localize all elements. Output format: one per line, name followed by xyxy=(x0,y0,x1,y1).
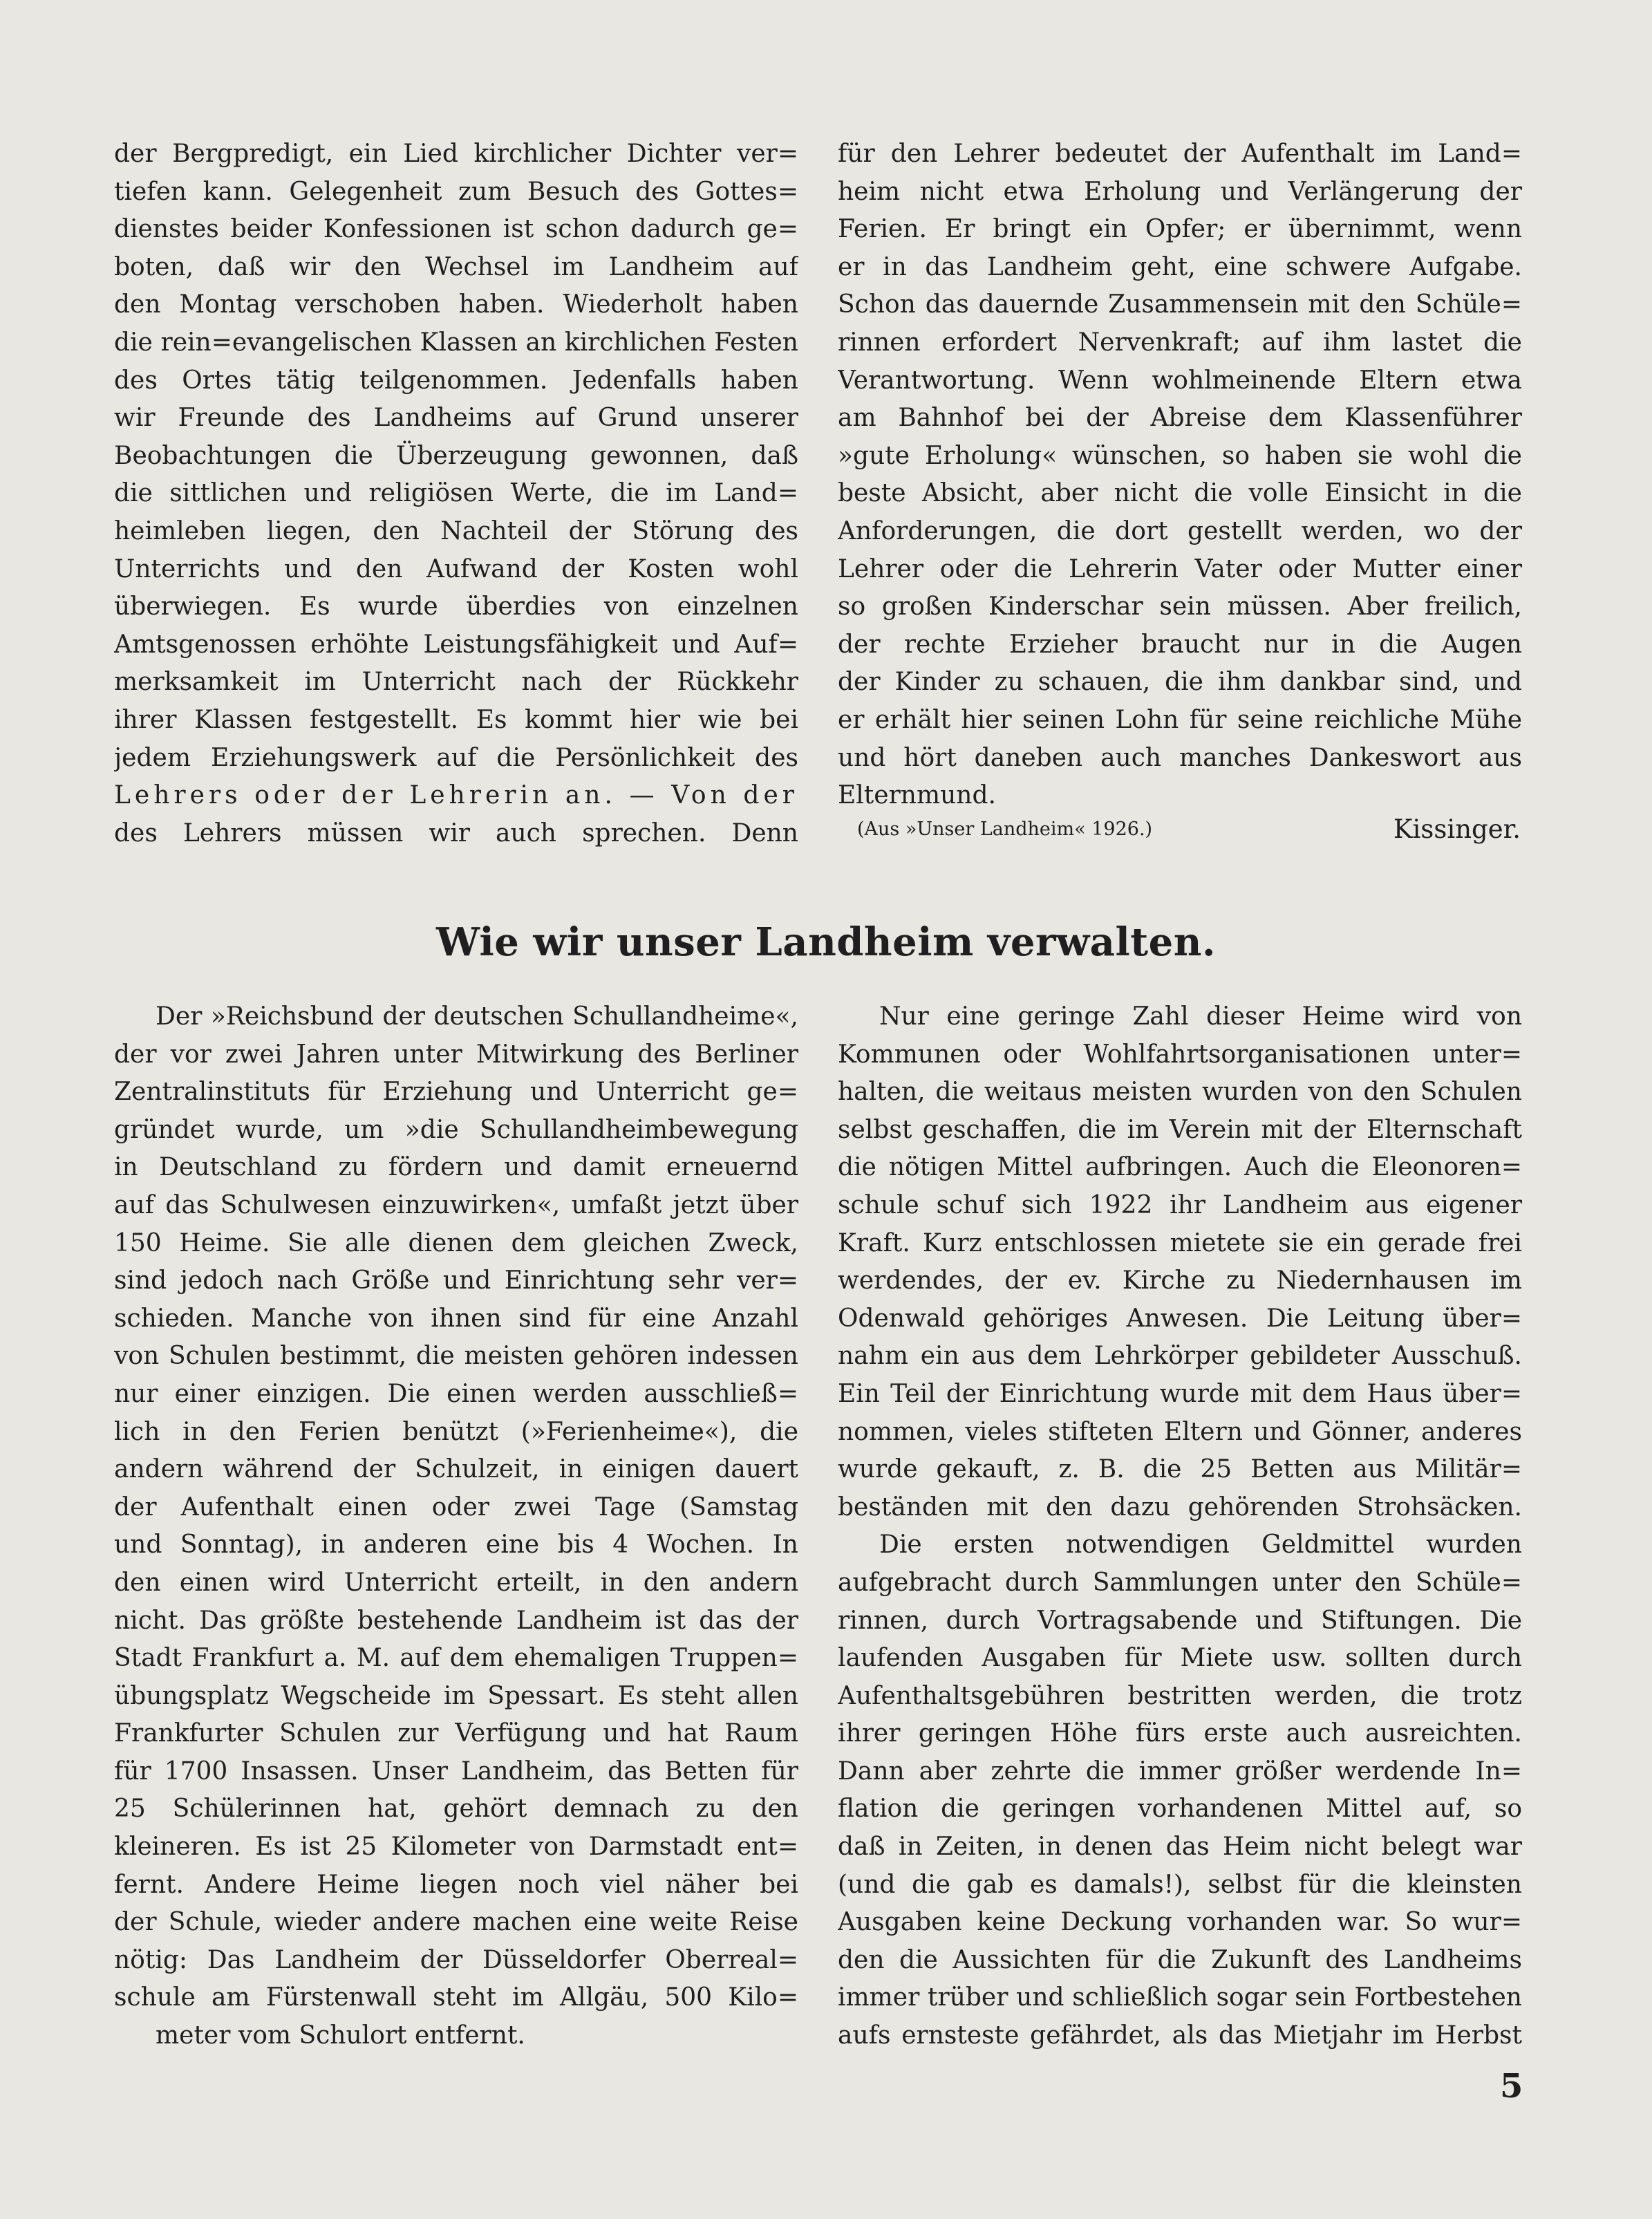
text-line: so großen Kinderschar sein müssen. Aber freilich, xyxy=(838,592,1522,621)
text-line: überwiegen. Es wurde überdies von einzelnen xyxy=(114,592,798,621)
text-line: jedem Erziehungswerk auf die Persönlichkeit des xyxy=(114,743,798,772)
text-line: Verantwortung. Wenn wohlmeinende Eltern etwa xyxy=(838,366,1522,395)
text-line: Kommunen oder Wohlfahrtsorganisationen unter= xyxy=(838,1040,1522,1069)
text-line: er erhält hier seinen Lohn für seine reichliche Mühe xyxy=(838,705,1522,734)
text-line: der Schule, wieder andere machen eine weite Reise xyxy=(114,1908,798,1937)
text-line: von Schulen bestimmt, die meisten gehören indessen xyxy=(114,1342,798,1371)
text-line: daß in Zeiten, in denen das Heim nicht belegt war xyxy=(838,1833,1522,1862)
text-line: Ein Teil der Einrichtung wurde mit dem Haus über= xyxy=(838,1379,1522,1408)
text-line: der Aufenthalt einen oder zwei Tage (Samstag xyxy=(114,1492,798,1522)
text-line: rinnen erfordert Nervenkraft; auf ihm lastet die xyxy=(838,328,1522,357)
text-line: die sittlichen und religiösen Werte, die im Land= xyxy=(114,479,798,508)
text-line: und hört daneben auch manches Dankeswort aus xyxy=(838,743,1522,772)
text-line: nicht. Das größte bestehende Landheim ist das der xyxy=(114,1606,798,1635)
text-line: Lehrer oder die Lehrerin Vater oder Mutter einer xyxy=(838,554,1522,583)
text-line: am Bahnhof bei der Abreise dem Klassenführer xyxy=(838,404,1522,433)
text-line: wurde gekauft, z. B. die 25 Betten aus Militär= xyxy=(838,1455,1522,1484)
text-line: kleineren. Es ist 25 Kilometer von Darmstadt ent= xyxy=(114,1833,798,1862)
text-line: der Kinder zu schauen, die ihm dankbar sind, und xyxy=(838,668,1522,697)
text-line: Ausgaben keine Deckung vorhanden war. So wur= xyxy=(838,1908,1522,1937)
source-note: (Aus »Unser Landheim« 1926.) xyxy=(857,818,1153,840)
text-line: nur einer einzigen. Die einen werden ausschließ= xyxy=(114,1379,798,1408)
text-line: des Ortes tätig teilgenommen. Jedenfalls haben xyxy=(114,366,798,395)
text-line: Frankfurter Schulen zur Verfügung und hat Raum xyxy=(114,1719,798,1748)
text-line: Nur eine geringe Zahl dieser Heime wird von xyxy=(879,1002,1522,1031)
text-line: rinnen, durch Vortragsabende und Stiftungen. Die xyxy=(838,1606,1522,1635)
text-line: schule schuf sich 1922 ihr Landheim aus eigener xyxy=(838,1190,1522,1219)
text-line: 25 Schülerinnen hat, gehört demnach zu den xyxy=(114,1795,798,1824)
text-line: aufs ernsteste gefährdet, als das Mietjahr im Herbst xyxy=(838,2021,1522,2050)
text-line: Zentralinstituts für Erziehung und Unterricht ge= xyxy=(114,1078,798,1107)
text-line: Beobachtungen die Überzeugung gewonnen, daß xyxy=(114,441,798,470)
text-line: Elternmund. xyxy=(838,781,996,810)
text-line: Dann aber zehrte die immer größer werdende In= xyxy=(838,1757,1522,1786)
text-line: und Sonntag), in anderen eine bis 4 Wochen. In xyxy=(114,1530,798,1560)
text-line: immer trüber und schließlich sogar sein Fortbestehen xyxy=(838,1983,1522,2012)
text-line: die nötigen Mittel aufbringen. Auch die Eleonoren= xyxy=(838,1153,1522,1182)
text-line: übungsplatz Wegscheide im Spessart. Es steht allen xyxy=(114,1681,798,1710)
text-line: Der »Reichsbund der deutschen Schullandheime«, xyxy=(156,1002,798,1031)
text-line: 150 Heime. Sie alle dienen dem gleichen Zweck, xyxy=(114,1228,798,1257)
author-signature: Kissinger. xyxy=(1393,814,1521,844)
text-line: er in das Landheim geht, eine schwere Aufgabe. xyxy=(838,252,1522,281)
text-line: die rein=evangelischen Klassen an kirchlichen Festen xyxy=(114,328,798,357)
text-line: den Montag verschoben haben. Wiederholt haben xyxy=(114,290,798,319)
column-top-left xyxy=(114,135,798,852)
text-line: dienstes beider Konfessionen ist schon dadurch ge= xyxy=(114,215,798,244)
text-line: halten, die weitaus meisten wurden von den Schulen xyxy=(838,1078,1522,1107)
text-line: beständen mit den dazu gehörenden Strohsäcken. xyxy=(838,1492,1522,1522)
column-bottom-left xyxy=(114,998,798,2055)
text-line: den die Aussichten für die Zukunft des Landheims xyxy=(838,1945,1522,1974)
text-line: selbst geschaffen, die im Verein mit der Elternschaft xyxy=(838,1115,1522,1144)
column-bottom-right xyxy=(838,998,1522,2055)
text-line: sind jedoch nach Größe und Einrichtung sehr ver= xyxy=(114,1266,798,1295)
text-line: tiefen kann. Gelegenheit zum Besuch des Gottes= xyxy=(114,177,798,206)
text-line: boten, daß wir den Wechsel im Landheim auf xyxy=(114,252,798,281)
text-line: heimleben liegen, den Nachteil der Störung des xyxy=(114,516,798,545)
text-line: »gute Erholung« wünschen, so haben sie wohl die xyxy=(838,441,1522,470)
text-line: Unterrichts und den Aufwand der Kosten wohl xyxy=(114,554,798,583)
text-line: den einen wird Unterricht erteilt, in den andern xyxy=(114,1568,798,1597)
text-line: aufgebracht durch Sammlungen unter den Schüle= xyxy=(838,1568,1522,1597)
text-line: schieden. Manche von ihnen sind für eine Anzahl xyxy=(114,1304,798,1333)
text-line: gründet wurde, um »die Schullandheimbewegung xyxy=(114,1115,798,1144)
text-line: (und die gab es damals!), selbst für die kleinsten xyxy=(838,1870,1522,1899)
text-line: des Lehrers müssen wir auch sprechen. Denn xyxy=(114,818,798,848)
attribution-row xyxy=(857,810,1521,848)
text-line: schule am Fürstenwall steht im Allgäu, 500 Kilo= xyxy=(114,1983,798,2012)
text-line: andern während der Schulzeit, in einigen dauert xyxy=(114,1455,798,1484)
text-line: der Bergpredigt, ein Lied kirchlicher Dichter ver= xyxy=(114,140,798,168)
text-line: auf das Schulwesen einzuwirken«, umfaßt jetzt über xyxy=(114,1190,798,1219)
text-line: Die ersten notwendigen Geldmittel wurden xyxy=(879,1530,1522,1560)
text-line: ihrer Klassen festgestellt. Es kommt hier wie bei xyxy=(114,705,798,734)
text-line: Odenwald gehöriges Anwesen. Die Leitung über= xyxy=(838,1304,1522,1333)
text-line: Lehrers oder der Lehrerin an. — Von der xyxy=(114,781,798,810)
text-line: beste Absicht, aber nicht die volle Einsicht in die xyxy=(838,479,1522,508)
page-number: 5 xyxy=(1500,2067,1523,2106)
text-line: Ferien. Er bringt ein Opfer; er übernimmt, wenn xyxy=(838,215,1522,244)
text-line: für den Lehrer bedeutet der Aufenthalt im Land= xyxy=(838,140,1522,168)
text-line: nötig: Das Landheim der Düsseldorfer Oberreal= xyxy=(114,1945,798,1974)
text-line: lich in den Ferien benützt (»Ferienheime«), die xyxy=(114,1417,798,1446)
text-line: wir Freunde des Landheims auf Grund unserer xyxy=(114,404,798,433)
text-line: für 1700 Insassen. Unser Landheim, das Betten für xyxy=(114,1757,798,1786)
text-line: Schon das dauernde Zusammensein mit den Schüle= xyxy=(838,290,1522,319)
text-line: der rechte Erzieher braucht nur in die Augen xyxy=(838,630,1522,659)
text-line: Kraft. Kurz entschlossen mietete sie ein gerade frei xyxy=(838,1228,1522,1257)
column-top-right xyxy=(838,135,1522,815)
text-line: flation die geringen vorhandenen Mittel auf, so xyxy=(838,1795,1522,1824)
text-line: Anforderungen, die dort gestellt werden, wo der xyxy=(838,516,1522,545)
text-line: laufenden Ausgaben für Miete usw. sollten durch xyxy=(838,1644,1522,1673)
text-line: nommen, vieles stifteten Eltern und Gönner, anderes xyxy=(838,1417,1522,1446)
text-line: heim nicht etwa Erholung und Verlängerung der xyxy=(838,177,1522,206)
text-line: in Deutschland zu fördern und damit erneuernd xyxy=(114,1153,798,1182)
text-line: werdendes, der ev. Kirche zu Niedernhausen im xyxy=(838,1266,1522,1295)
text-line: fernt. Andere Heime liegen noch viel näher bei xyxy=(114,1870,798,1899)
text-line: ihrer geringen Höhe fürs erste auch ausreichten. xyxy=(838,1719,1522,1748)
text-line: Stadt Frankfurt a. M. auf dem ehemaligen Truppen= xyxy=(114,1644,798,1673)
text-line: meter vom Schulort entfernt. xyxy=(156,2021,525,2050)
text-line: Aufenthaltsgebühren bestritten werden, die trotz xyxy=(838,1681,1522,1710)
text-line: merksamkeit im Unterricht nach der Rückkehr xyxy=(114,668,798,697)
text-line: Amtsgenossen erhöhte Leistungsfähigkeit und Auf= xyxy=(114,630,798,659)
text-line: der vor zwei Jahren unter Mitwirkung des Berliner xyxy=(114,1040,798,1069)
text-line: nahm ein aus dem Lehrkörper gebildeter Ausschuß. xyxy=(838,1342,1522,1371)
section-heading: Wie wir unser Landheim verwalten. xyxy=(436,919,1216,965)
